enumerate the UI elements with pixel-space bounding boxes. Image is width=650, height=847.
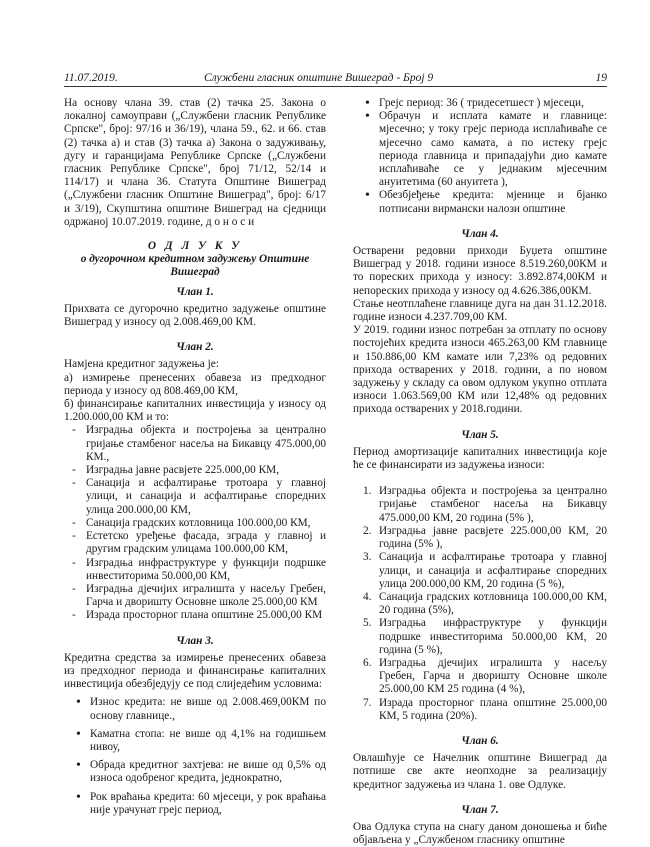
decision-subtitle: о дугорочном кредитном задужењу Општине Вишеград (80, 253, 310, 279)
article-1-text: Прихвата се дугорочно кредитно задужење општине Вишеград у износу од 2.008.469,00 КМ. (64, 302, 326, 329)
article-4-paragraph-2: Стање неотплаћене главнице дуга на дан 31.12.2018. године износи 4.237.709,00 КМ. (353, 297, 607, 324)
list-item: • Обезбјеђење кредита: мјенице и бјанко потписани вирмански налози општине (353, 189, 607, 215)
decision-title: О Д Л У К У (147, 240, 243, 253)
list-item: - Изградња објекта и постројења за централно гријање стамбеног насеља на Бикавцу 475.000,00 КМ., (64, 424, 326, 464)
article-6-text: Овлашћује се Начелник општине Вишеград да потпише све акте неопходне за реализацију кредитног задужења из члана 1. ове Одлуке. (353, 752, 607, 791)
left-column (64, 97, 326, 822)
header-page-number: 19 (595, 72, 607, 84)
article-5-heading: Члан 5. (461, 428, 499, 441)
list-item: - Изградња дјечијих игралишта у насељу Гребен, Гарча и дворишту Основне школе 25.000,00 КМ (64, 583, 326, 609)
list-item: - Санација и асфалтирање тротоара у главној улици, и санација и асфалтирање споредних улица 200.000,00 КМ, (64, 477, 326, 517)
list-item: - Санација градских котловница 100.000,00 КМ, (64, 517, 326, 530)
header-date: 11.07.2019. (64, 72, 118, 84)
article-3-list-continued (353, 97, 607, 216)
list-item: 6. Изградња дјечијих игралишта у насељу Гребен, Гарча и дворишту Основне школе 25.000,00 КМ 25 година (4 %), (363, 656, 607, 696)
article-7-text: Ова Одлука ступа на снагу даном доношења и биће објављена у „Службеном гласнику општине (353, 820, 607, 847)
article-5-list (353, 485, 607, 723)
article-1-heading: Члан 1. (176, 285, 214, 298)
list-item: - Естетско уређење фасада, зграда у главној и другим градским улицама 100.000,00 КМ, (64, 530, 326, 556)
list-item: - Израда просторног плана општине 25.000,00 КМ (64, 609, 326, 622)
article-5-intro: Период амортизације капиталних инвестиција које ће се финансирати из задужења износи: (353, 445, 607, 472)
list-item: 5. Изградња инфраструктуре у функцији подршке инвеститорима 50.000,00 КМ, 20 година (5 %), (363, 617, 607, 656)
preamble: На основу члана 39. став (2) тачка 25. Закона о локалној самоуправи („Службени гласник Републике Српске", број: 97/16 и 36/19), члана 59., 62. и 66. став (2) тачка а) и став (3) тачка а) Закона о задуживању, дугу и гаранцијама Републике Српске („Службени гласник Републике Српске", број 71/12, 52/14 и 114/17) и члана 36. Статута Општине Вишеград („Службени гласник Општине Вишеград", број: 6/17 и 3/19), Скупштина општине Вишеград на сједници одржаној 10.07.2019. године, д о н о с и (64, 97, 326, 228)
article-3-intro: Кредитна средства за измирење пренесених обавеза из предходног периода и финансирање капиталних инвестиција обезбједују се под слиједећим условима: (64, 651, 326, 691)
list-item: • Износ кредита: не више од 2.008.469,00КМ по основу главнице., (64, 696, 326, 722)
list-item: 3. Санација и асфалтирање тротоара у главној улици, и санација и асфалтирање споредних улица 200.000,00 КМ, 20 година (5 %), (363, 551, 607, 590)
list-item: • Грејс период: 36 ( тридесетшест ) мјесеци, (353, 97, 607, 110)
list-item: • Обрада кредитног захтјева: не више од 0,5% од износа одобреног кредита, једнократно, (64, 759, 326, 785)
article-2-item-b: б) финансирање капиталних инвестиција у износу од 1.200.000,00 КМ и то: (64, 398, 326, 424)
list-item: 1. Изградња објекта и постројења за централно гријање стамбеног насеља на Бикавцу 475.000,00 КМ, 20 година (5% ), (363, 485, 607, 524)
right-column (353, 97, 607, 847)
list-item: 4. Санација градских котловница 100.000,00 КМ, 20 година (5%), (363, 590, 607, 617)
article-2-heading: Члан 2. (176, 341, 214, 354)
article-4-paragraph-3: У 2019. години износ потребан за отплату по основу постојећих кредита износи 465.263,00 КМ главнице и 150.886,00 КМ камате или 7,23% од редовних прихода остварених у 2018. години, а по новом задужењу у складу са овом одлуком укупно отплата износи 1.063.569,00 КМ или 12,48% од редовних прихода остварених у 2018.години. (353, 324, 607, 416)
article-3-list (64, 696, 326, 817)
article-4-paragraph-1: Остварени редовни приходи Буџета општине Вишеград у 2018. години износе 8.519.260,00КМ и то пореских прихода у износу: 3.892.874,00КМ и непореских прихода у износу од 4.626.386,00КМ. (353, 245, 607, 297)
list-item: - Изградња инфраструктуре у функцији подршке инвеститорима 50.000,00 КМ, (64, 557, 326, 583)
article-3-heading: Члан 3. (176, 634, 214, 647)
article-2-item-a: а) измирење пренесених обавеза из предходног периода у износу од 808.469,00 КМ, (64, 371, 326, 397)
list-item: • Каматна стопа: не више од 4,1% на годишњем нивоу, (64, 728, 326, 754)
list-item: • Рок враћања кредита: 60 мјесеци, у рок враћања није урачунат грејс период, (64, 791, 326, 817)
article-7-heading: Члан 7. (461, 803, 499, 816)
list-item: - Изградња јавне расвјете 225.000,00 КМ, (64, 464, 326, 477)
list-item: • Обрачун и исплата камате и главнице: мјесечно; у току грејс периода исплаћиваће се мјесечно само камата, а по истеку грејс периода главница и припадајући дио камате исплаћиваће се у једнаким мјесечним ануитетима (60 ануитета ), (353, 110, 607, 189)
article-2-list (64, 424, 326, 622)
page-header (64, 72, 607, 87)
article-4-heading: Члан 4. (461, 227, 499, 240)
header-title: Службени гласник општине Вишеград - Број 9 (204, 72, 434, 84)
list-item: 2. Изградња јавне расвјете 225.000,00 КМ, 20 година (5% ), (363, 524, 607, 551)
list-item: 7. Израда просторног плана општине 25.000,00 КМ, 5 година (20%). (363, 696, 607, 722)
article-2-intro: Намјена кредитног задужења је: (64, 358, 219, 371)
article-6-heading: Члан 6. (461, 734, 499, 747)
